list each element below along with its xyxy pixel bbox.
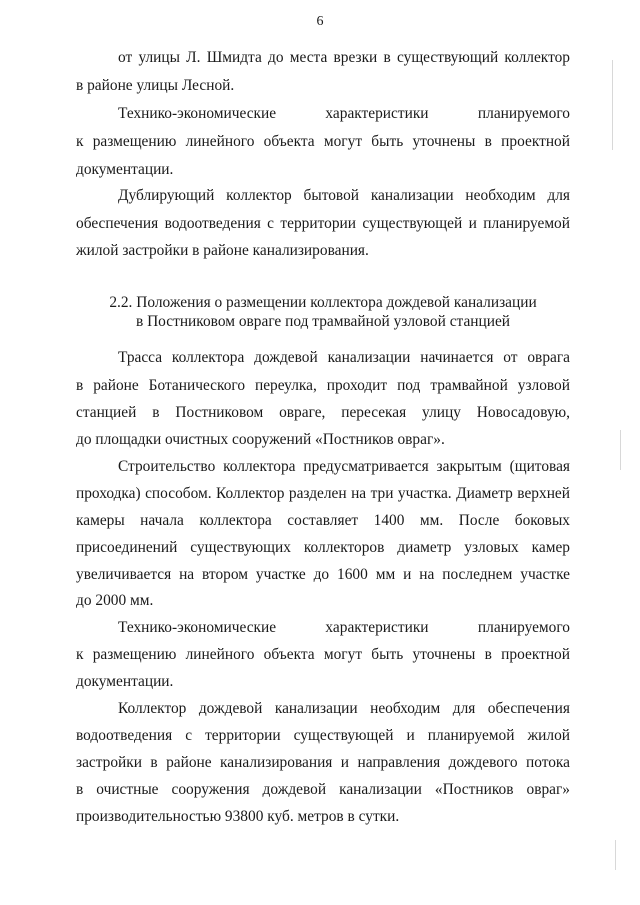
- text-line: Технико-экономические характеристики планируемого: [118, 619, 570, 636]
- text-line: до площадки очистных сооружений «Постников овраг».: [76, 431, 445, 448]
- text-line: Строительство коллектора предусматривается закрытым (щитовая: [118, 458, 570, 475]
- text-line: водоотведения с территории существующей и планируемой жилой: [76, 727, 570, 744]
- scan-edge-mark: [612, 60, 613, 150]
- section-heading: 2.2. Положения о размещении коллектора дождевой канализации: [109, 294, 537, 311]
- page-number: 6: [316, 14, 324, 29]
- text-line: производительностью 93800 куб. метров в сутки.: [76, 808, 400, 825]
- text-line: застройки в районе канализирования и направления дождевого потока: [76, 754, 570, 771]
- section-heading: в Постниковом овраге под трамвайной узловой станцией: [135, 313, 511, 330]
- text-line: Технико-экономические характеристики планируемого: [118, 105, 570, 122]
- text-line: к размещению линейного объекта могут быть уточнены в проектной: [76, 646, 570, 663]
- text-line: жилой застройки в районе канализирования.: [76, 242, 369, 259]
- text-line: обеспечения водоотведения с территории существующей и планируемой: [76, 215, 570, 232]
- scan-edge-mark: [620, 430, 621, 470]
- text-line: документации.: [76, 161, 174, 178]
- text-line: в очистные сооружения дождевой канализации «Постников овраг»: [76, 781, 570, 798]
- text-line: до 2000 мм.: [76, 592, 154, 609]
- text-line: в районе Ботанического переулка, проходит под трамвайной узловой: [76, 377, 570, 394]
- text-line: присоединений существующих коллекторов диаметр узловых камер: [76, 539, 570, 556]
- text-line: в районе улицы Лесной.: [76, 77, 235, 94]
- text-line: Трасса коллектора дождевой канализации начинается от оврага: [118, 349, 570, 366]
- text-line: камеры начала коллектора составляет 1400 мм. После боковых: [76, 512, 570, 529]
- text-line: документации.: [76, 673, 174, 690]
- text-line: от улицы Л. Шмидта до места врезки в существующий коллектор: [118, 49, 570, 66]
- text-line: Дублирующий коллектор бытовой канализации необходим для: [118, 187, 570, 204]
- text-line: увеличивается на втором участке до 1600 мм и на последнем участке: [76, 566, 570, 583]
- text-line: станцией в Постниковом овраге, пересекая улицу Новосадовую,: [76, 404, 570, 421]
- text-line: проходка) способом. Коллектор разделен на три участка. Диаметр верхней: [76, 485, 570, 502]
- text-line: к размещению линейного объекта могут быть уточнены в проектной: [76, 133, 570, 150]
- text-line: Коллектор дождевой канализации необходим для обеспечения: [118, 700, 570, 717]
- scan-edge-mark: [615, 840, 616, 870]
